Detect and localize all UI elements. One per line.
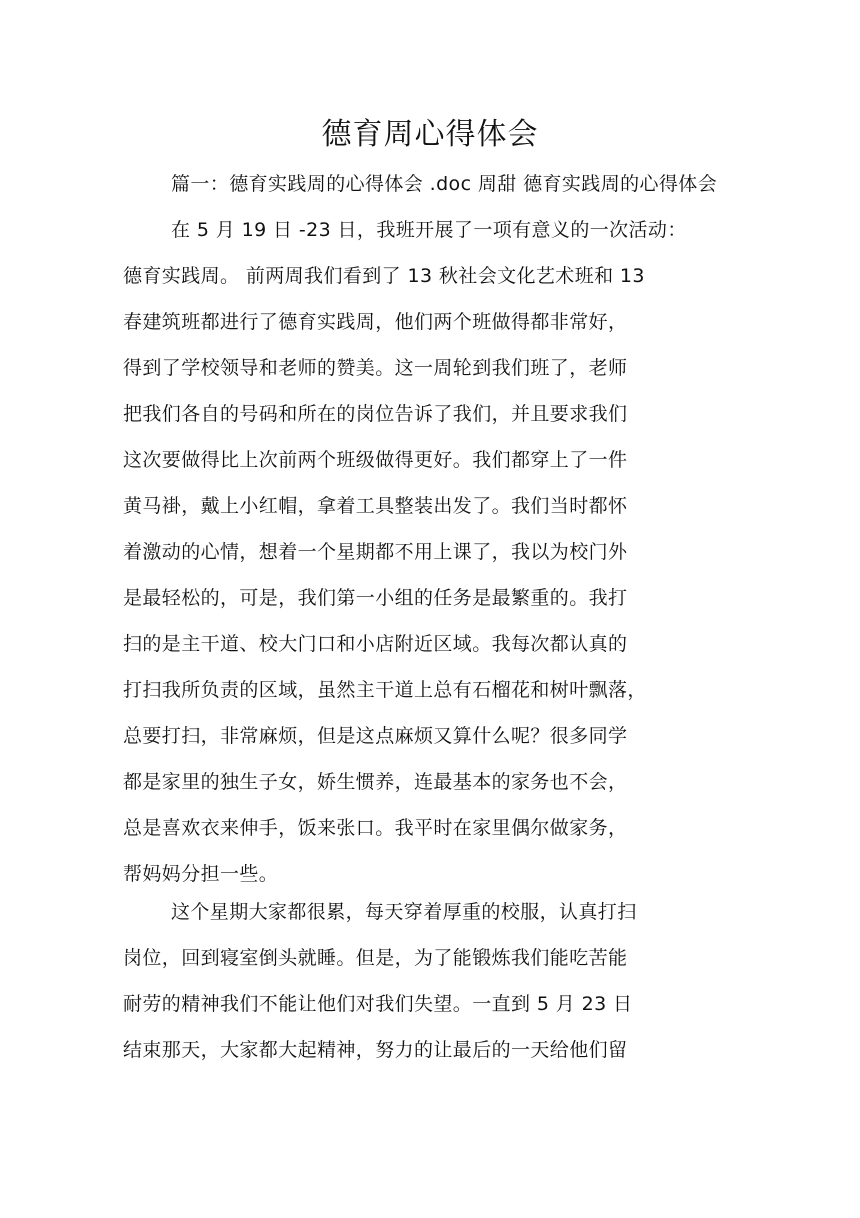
body-line: 这次要做得比上次前两个班级做得更好。我们都穿上了一件 xyxy=(123,449,628,471)
body-line: 这个星期大家都很累，每天穿着厚重的校服，认真打扫 xyxy=(171,901,637,923)
body-line: 把我们各自的号码和所在的岗位告诉了我们，并且要求我们 xyxy=(123,403,628,425)
body-line: 都是家里的独生子女，娇生惯养，连最基本的家务也不会， xyxy=(123,771,628,793)
body-line: 打扫我所负责的区域，虽然主干道上总有石榴花和树叶飘落， xyxy=(123,679,647,701)
body-line: 扫的是主干道、校大门口和小店附近区域。我每次都认真的 xyxy=(123,633,628,655)
body-line: 岗位，回到寝室倒头就睡。但是，为了能锻炼我们能吃苦能 xyxy=(123,947,628,969)
document-title: 德育周心得体会 xyxy=(321,117,539,152)
body-line: 篇一：德育实践周的心得体会 .doc 周甜 德育实践周的心得体会 xyxy=(171,173,718,195)
body-line: 总是喜欢衣来伸手，饭来张口。我平时在家里偶尔做家务， xyxy=(123,817,628,839)
body-line: 得到了学校领导和老师的赞美。这一周轮到我们班了，老师 xyxy=(123,357,628,379)
body-line: 结束那天，大家都大起精神，努力的让最后的一天给他们留 xyxy=(123,1039,628,1061)
body-line: 总要打扫，非常麻烦，但是这点麻烦又算什么呢？很多同学 xyxy=(123,725,628,747)
body-line: 德育实践周。 前两周我们看到了 13 秋社会文化艺术班和 13 xyxy=(123,265,645,287)
body-line: 在 5 月 19 日 -23 日，我班开展了一项有意义的一次活动： xyxy=(171,219,687,241)
body-line: 春建筑班都进行了德育实践周，他们两个班做得都非常好， xyxy=(123,311,628,333)
body-line: 耐劳的精神我们不能让他们对我们失望。一直到 5 月 23 日 xyxy=(123,993,633,1015)
body-line: 黄马褂，戴上小红帽，拿着工具整装出发了。我们当时都怀 xyxy=(123,495,628,517)
body-line: 帮妈妈分担一些。 xyxy=(123,863,279,885)
body-line: 着激动的心情，想着一个星期都不用上课了，我以为校门外 xyxy=(123,541,628,563)
body-line: 是最轻松的，可是，我们第一小组的任务是最繁重的。我打 xyxy=(123,587,628,609)
